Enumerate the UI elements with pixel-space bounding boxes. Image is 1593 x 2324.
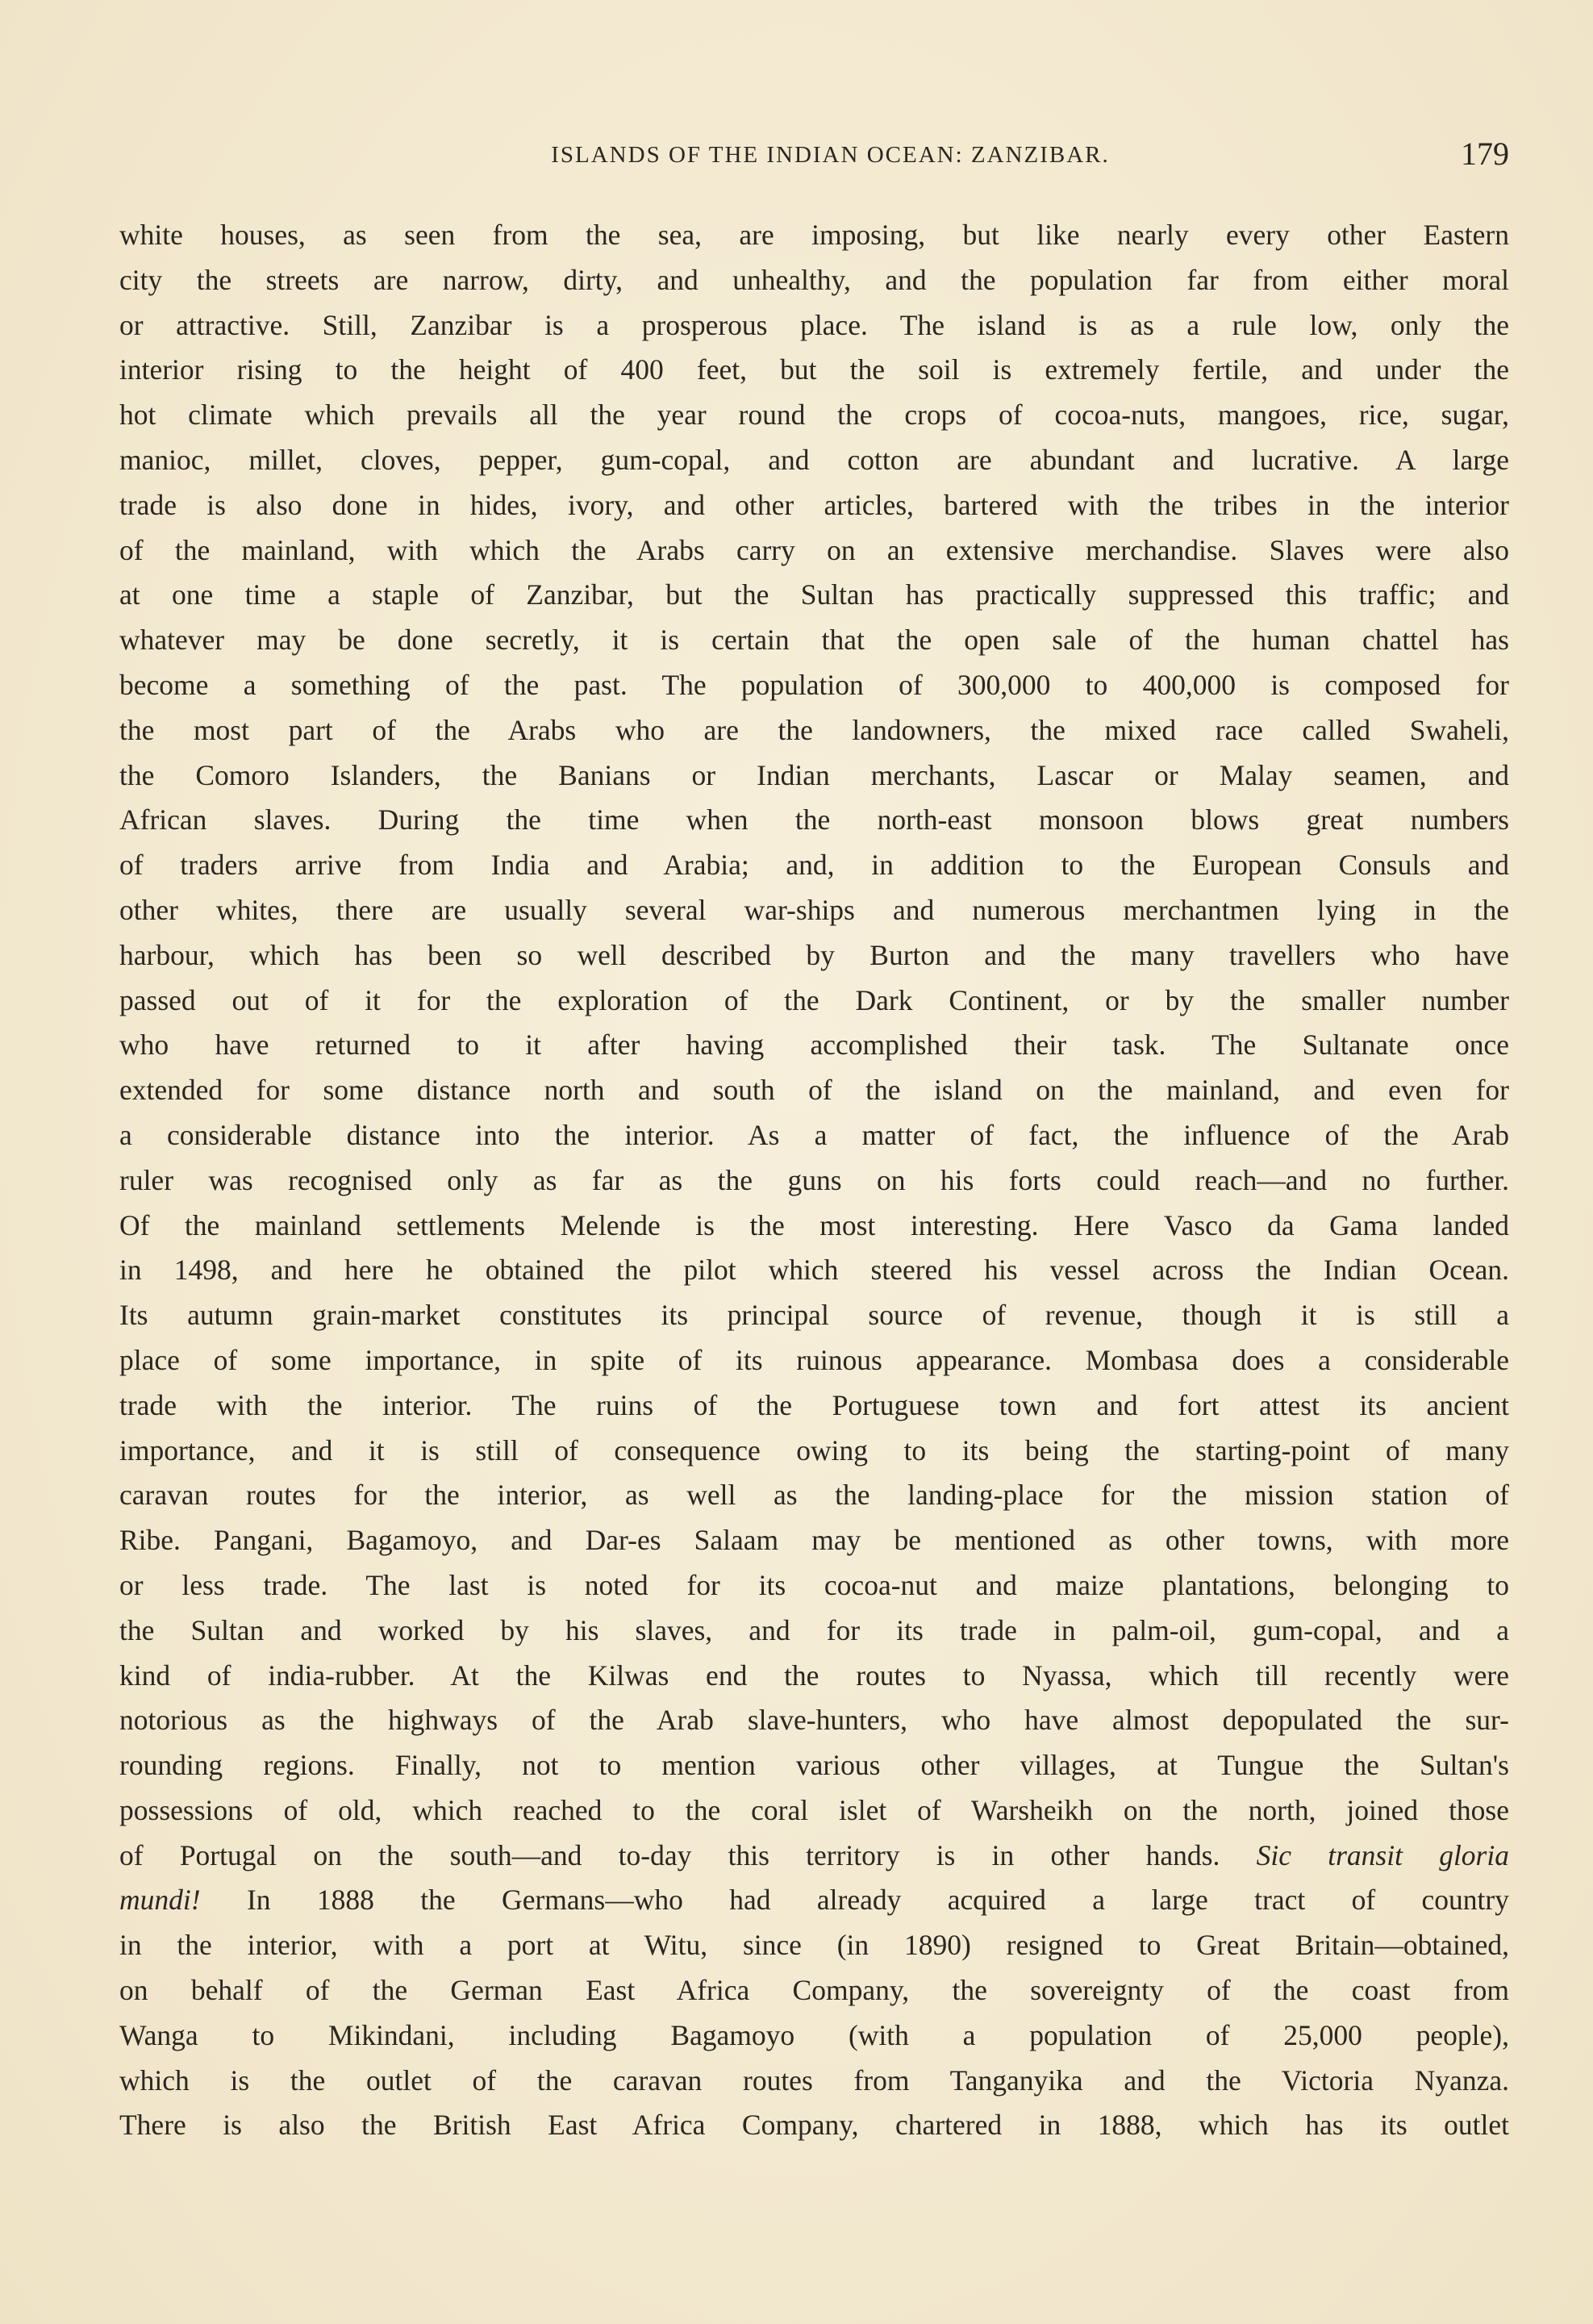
text-line: kind of india-rubber. At the Kilwas end the routes to Nyassa, which till recently were	[119, 1659, 1509, 1692]
text-line: Wanga to Mikindani, including Bagamoyo (with a population of 25,000 people),	[119, 2018, 1509, 2051]
italic-phrase: mundi!	[119, 1884, 201, 1917]
text-line: Its autumn grain-market constitutes its principal source of revenue, though it is still a	[119, 1299, 1509, 1332]
text-line	[119, 1878, 1509, 1923]
text-line: trade with the interior. The ruins of the Portuguese town and fort attest its ancient	[119, 1388, 1509, 1421]
italic-phrase: Sic transit gloria	[1256, 1838, 1509, 1871]
text-line: notorious as the highways of the Arab slave-hunters, who have almost depopulated the sur-	[119, 1704, 1509, 1737]
text-line: at one time a staple of Zanzibar, but the Sultan has practically suppressed this traffic; and	[119, 578, 1509, 611]
text-line: the Sultan and worked by his slaves, and for its trade in palm-oil, gum-copal, and a	[119, 1613, 1509, 1646]
text-line: who have returned to it after having accomplished their task. The Sultanate once	[119, 1028, 1509, 1062]
text-line: trade is also done in hides, ivory, and other articles, bartered with the tribes in the interior	[119, 488, 1509, 521]
running-title: ISLANDS OF THE INDIAN OCEAN: ZANZIBAR.	[551, 142, 1110, 168]
text-line: or less trade. The last is noted for its cocoa-nut and maize plantations, belonging to	[119, 1568, 1509, 1601]
text-line: passed out of it for the exploration of the Dark Continent, or by the smaller number	[119, 983, 1509, 1016]
text-line: ruler was recognised only as far as the guns on his forts could reach—and no further.	[119, 1163, 1509, 1196]
text-line: harbour, which has been so well described by Burton and the many travellers who have	[119, 938, 1509, 971]
text-line: the most part of the Arabs who are the landowners, the mixed race called Swaheli,	[119, 713, 1509, 746]
text-line: white houses, as seen from the sea, are imposing, but like nearly every other Eastern	[119, 219, 1509, 251]
text-line: a considerable distance into the interior. As a matter of fact, the influence of the Arab	[119, 1118, 1509, 1151]
text-line: extended for some distance north and south of the island on the mainland, and even for	[119, 1074, 1509, 1107]
text-line: which is the outlet of the caravan routes from Tanganyika and the Victoria Nyanza.	[119, 2063, 1509, 2097]
text-line: Of the mainland settlements Melende is the most interesting. Here Vasco da Gama landed	[119, 1208, 1509, 1241]
text-line: possessions of old, which reached to the coral islet of Warsheikh on the north, joined those	[119, 1793, 1509, 1826]
text-segment: of Portugal on the south—and to-day this territory is in other hands.	[119, 1838, 1257, 1871]
text-line: manioc, millet, cloves, pepper, gum-copal, and cotton are abundant and lucrative. A large	[119, 443, 1509, 476]
text-segment: In 1888 the Germans—who had already acquired a large tract of country	[200, 1884, 1509, 1917]
running-head	[119, 136, 1509, 174]
text-line: importance, and it is still of consequence owing to its being the starting-point of many	[119, 1433, 1509, 1467]
text-line: Ribe. Pangani, Bagamoyo, and Dar-es Salaam may be mentioned as other towns, with more	[119, 1524, 1509, 1557]
text-line: other whites, there are usually several war-ships and numerous merchantmen lying in the	[119, 893, 1509, 926]
text-line: on behalf of the German East Africa Company, the sovereignty of the coast from	[119, 1974, 1509, 2007]
text-line: whatever may be done secretly, it is certain that the open sale of the human chattel has	[119, 624, 1509, 657]
text-line: caravan routes for the interior, as well as the landing-place for the mission station of	[119, 1479, 1509, 1512]
text-line: hot climate which prevails all the year round the crops of cocoa-nuts, mangoes, rice, sugar,	[119, 398, 1509, 432]
text-line: There is also the British East Africa Company, chartered in 1888, which has its outlet	[119, 2109, 1509, 2142]
text-line: of traders arrive from India and Arabia; and, in addition to the European Consuls and	[119, 849, 1509, 882]
text-line: become a something of the past. The population of 300,000 to 400,000 is composed for	[119, 668, 1509, 701]
text-line: or attractive. Still, Zanzibar is a prosperous place. The island is as a rule low, only the	[119, 308, 1509, 341]
text-line: African slaves. During the time when the north-east monsoon blows great numbers	[119, 803, 1509, 837]
text-line	[119, 1834, 1509, 1879]
text-line: rounding regions. Finally, not to mention various other villages, at Tungue the Sultan's	[119, 1749, 1509, 1782]
text-line: place of some importance, in spite of its ruinous appearance. Mombasa does a considerable	[119, 1343, 1509, 1376]
text-line: of the mainland, with which the Arabs carry on an extensive merchandise. Slaves were also	[119, 533, 1509, 566]
text-line: in the interior, with a port at Witu, since (in 1890) resigned to Great Britain—obtained,	[119, 1929, 1509, 1962]
page-number: 179	[1461, 136, 1509, 172]
text-line: city the streets are narrow, dirty, and unhealthy, and the population far from either moral	[119, 263, 1509, 296]
text-line: the Comoro Islanders, the Banians or Indian merchants, Lascar or Malay seamen, and	[119, 758, 1509, 791]
body-text	[119, 213, 1509, 2148]
text-line: in 1498, and here he obtained the pilot which steered his vessel across the Indian Ocean.	[119, 1254, 1509, 1287]
text-line: interior rising to the height of 400 feet, but the soil is extremely fertile, and under the	[119, 353, 1509, 386]
